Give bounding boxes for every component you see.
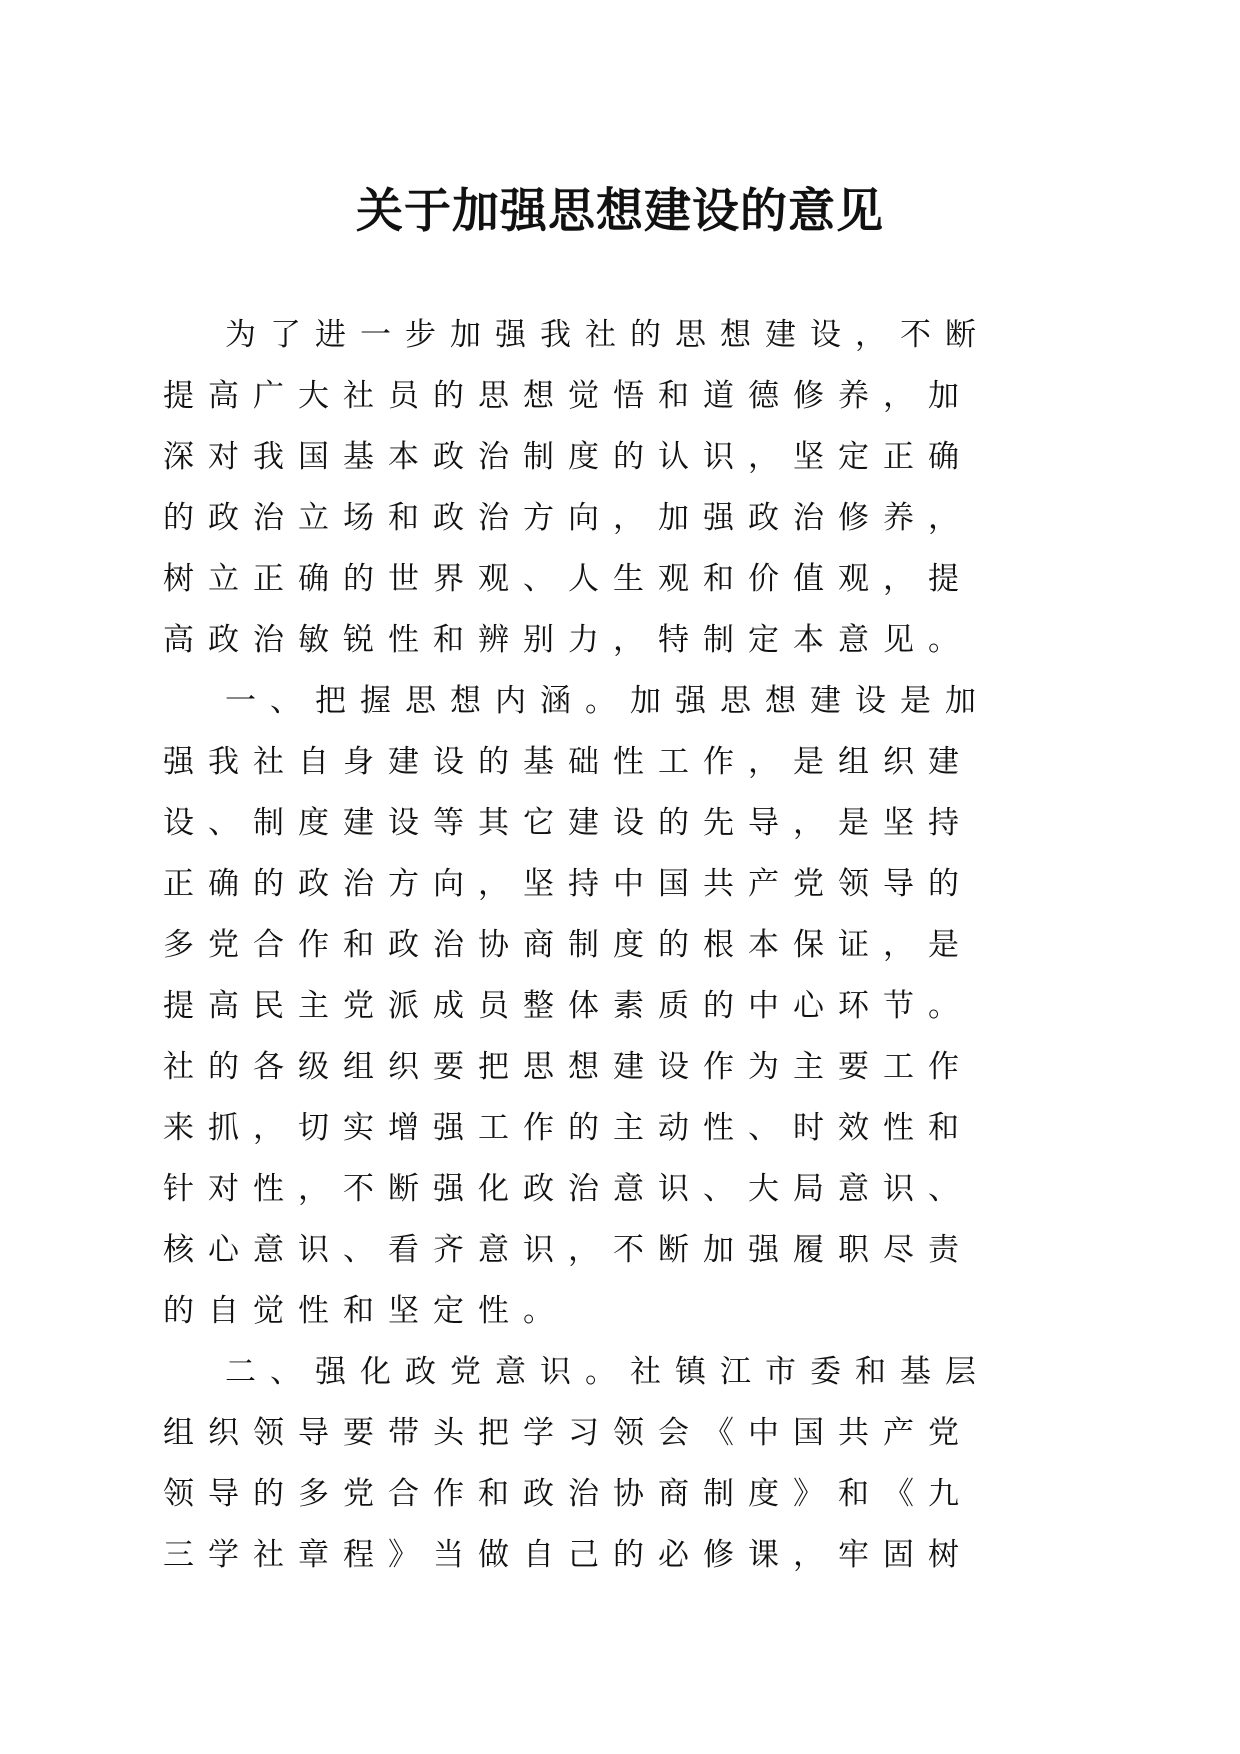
paragraph-line: 多党合作和政治协商制度的根本保证，是	[163, 927, 973, 963]
paragraph-line: 深对我国基本政治制度的认识，坚定正确	[163, 439, 973, 475]
paragraph-line: 提高民主党派成员整体素质的中心环节。	[163, 988, 973, 1024]
paragraph-line: 强我社自身建设的基础性工作，是组织建	[163, 744, 973, 780]
paragraph-line: 一、把握思想内涵。加强思想建设是加	[225, 683, 990, 719]
paragraph-line: 设、制度建设等其它建设的先导，是坚持	[163, 805, 973, 841]
paragraph-line: 高政治敏锐性和辨别力，特制定本意见。	[163, 622, 973, 658]
paragraph-line: 核心意识、看齐意识，不断加强履职尽责	[163, 1232, 973, 1268]
document-body	[163, 305, 1066, 1586]
paragraph-line: 社的各级组织要把思想建设作为主要工作	[163, 1049, 973, 1085]
paragraph-line: 三学社章程》当做自己的必修课，牢固树	[163, 1537, 973, 1573]
paragraph-line: 针对性，不断强化政治意识、大局意识、	[163, 1171, 973, 1207]
paragraph-line: 来抓，切实增强工作的主动性、时效性和	[163, 1110, 973, 1146]
paragraph-line: 树立正确的世界观、人生观和价值观，提	[163, 561, 973, 597]
paragraph-line: 为了进一步加强我社的思想建设，不断	[225, 317, 990, 353]
paragraph-line: 正确的政治方向，坚持中国共产党领导的	[163, 866, 973, 902]
paragraph-line: 组织领导要带头把学习领会《中国共产党	[163, 1415, 973, 1451]
document-title: 关于加强思想建设的意见	[356, 184, 884, 239]
paragraph-line: 领导的多党合作和政治协商制度》和《九	[163, 1476, 973, 1512]
paragraph-line: 二、强化政党意识。社镇江市委和基层	[225, 1354, 990, 1390]
paragraph-line: 提高广大社员的思想觉悟和道德修养，加	[163, 378, 973, 414]
paragraph-line: 的政治立场和政治方向，加强政治修养，	[163, 500, 973, 536]
paragraph-line: 的自觉性和坚定性。	[163, 1293, 568, 1329]
